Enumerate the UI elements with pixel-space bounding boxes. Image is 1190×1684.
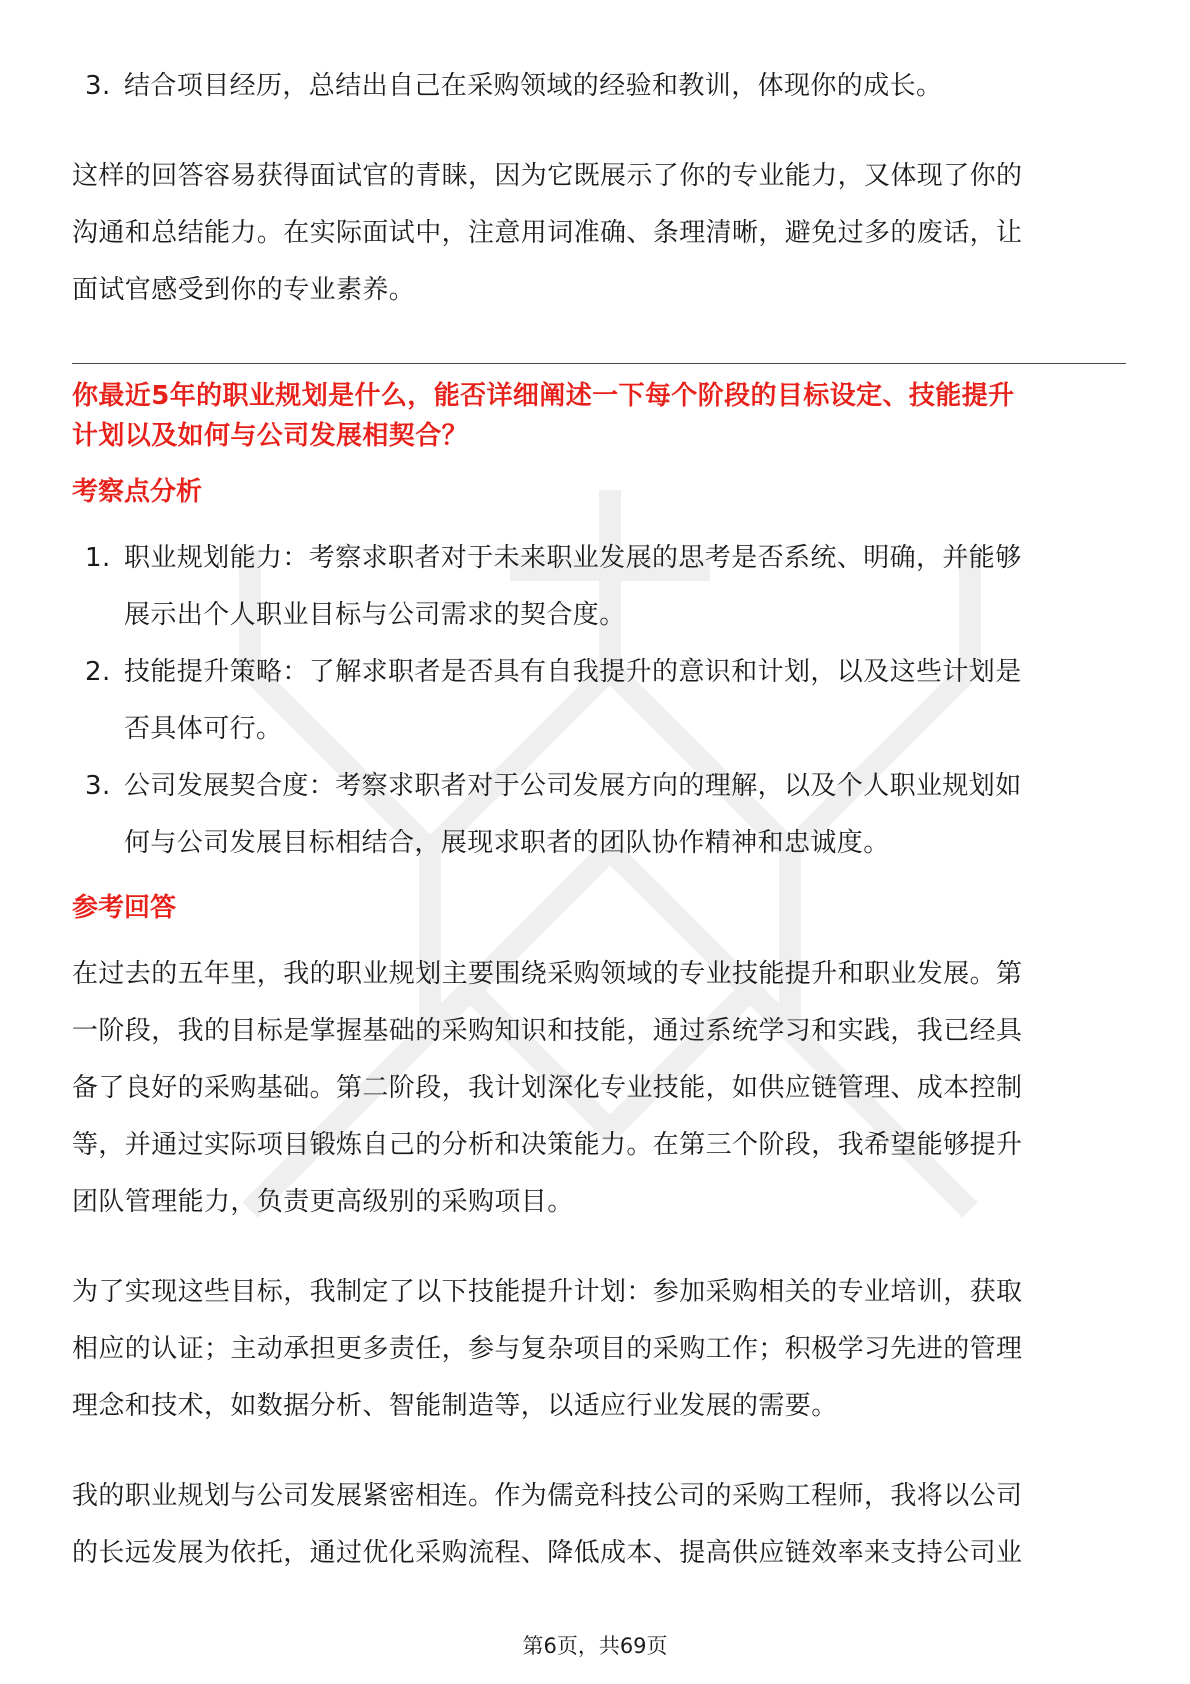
paragraph-line: 我的职业规划与公司发展紧密相连。作为儒竞科技公司的采购工程师，我将以公司: [72, 1481, 1023, 1511]
list-item: [72, 530, 1126, 644]
paragraph-line: 的长远发展为依托，通过优化采购流程、降低成本、提高供应链效率来支持公司业: [72, 1538, 1023, 1568]
paragraph-line: 沟通和总结能力。在实际面试中，注意用词准确、条理清晰，避免过多的废话，让: [72, 218, 1023, 248]
question-line: 计划以及如何与公司发展相契合？: [72, 421, 469, 451]
list-item-number: 1.: [85, 543, 111, 573]
list-item: [72, 758, 1126, 872]
answer-heading: 参考回答: [72, 893, 177, 923]
list-item: [72, 644, 1126, 758]
intro-paragraph: [72, 148, 1126, 319]
paragraph-line: 为了实现这些目标，我制定了以下技能提升计划：参加采购相关的专业培训，获取: [72, 1277, 1023, 1307]
top-numbered-list: [72, 58, 1126, 115]
list-item-line: 公司发展契合度：考察求职者对于公司发展方向的理解，以及个人职业规划如: [124, 771, 1022, 801]
analysis-list: [72, 530, 1126, 872]
analysis-heading: 考察点分析: [72, 477, 203, 507]
paragraph-line: 相应的认证；主动承担更多责任，参与复杂项目的采购工作；积极学习先进的管理: [72, 1334, 1023, 1364]
answer-paragraph: [72, 946, 1126, 1231]
paragraph-line: 理念和技术，如数据分析、智能制造等，以适应行业发展的需要。: [72, 1391, 838, 1421]
list-item-line: 展示出个人职业目标与公司需求的契合度。: [124, 600, 626, 630]
paragraph-line: 一阶段，我的目标是掌握基础的采购知识和技能，通过系统学习和实践，我已经具: [72, 1016, 1023, 1046]
list-item-line: 职业规划能力：考察求职者对于未来职业发展的思考是否系统、明确，并能够: [124, 543, 1022, 573]
page-number-footer: 第6页，共69页: [522, 1634, 668, 1658]
list-item-line: 技能提升策略：了解求职者是否具有自我提升的意识和计划，以及这些计划是: [124, 657, 1022, 687]
list-item-text: 结合项目经历，总结出自己在采购领域的经验和教训，体现你的成长。: [124, 71, 943, 101]
answer-paragraph: [72, 1468, 1126, 1582]
list-item-number: 2.: [85, 657, 111, 687]
paragraph-line: 面试官感受到你的专业素养。: [72, 275, 416, 305]
paragraph-line: 在过去的五年里，我的职业规划主要围绕采购领域的专业技能提升和职业发展。第: [72, 959, 1023, 989]
paragraph-line: 等，并通过实际项目锻炼自己的分析和决策能力。在第三个阶段，我希望能够提升: [72, 1130, 1023, 1160]
list-item-number: 3.: [85, 771, 111, 801]
answer-paragraph: [72, 1264, 1126, 1435]
page-content: [72, 58, 1126, 1582]
paragraph-line: 备了良好的采购基础。第二阶段，我计划深化专业技能，如供应链管理、成本控制: [72, 1073, 1023, 1103]
question-line: 你最近5年的职业规划是什么，能否详细阐述一下每个阶段的目标设定、技能提升: [72, 381, 1015, 411]
list-item: [72, 58, 1126, 115]
list-item-line: 何与公司发展目标相结合，展现求职者的团队协作精神和忠诚度。: [124, 828, 890, 858]
list-item-number: 3.: [85, 71, 111, 101]
section-divider: [72, 363, 1126, 364]
paragraph-line: 团队管理能力，负责更高级别的采购项目。: [72, 1187, 574, 1217]
interview-question: [72, 376, 1126, 456]
paragraph-line: 这样的回答容易获得面试官的青睐，因为它既展示了你的专业能力，又体现了你的: [72, 161, 1023, 191]
list-item-line: 否具体可行。: [124, 714, 283, 744]
